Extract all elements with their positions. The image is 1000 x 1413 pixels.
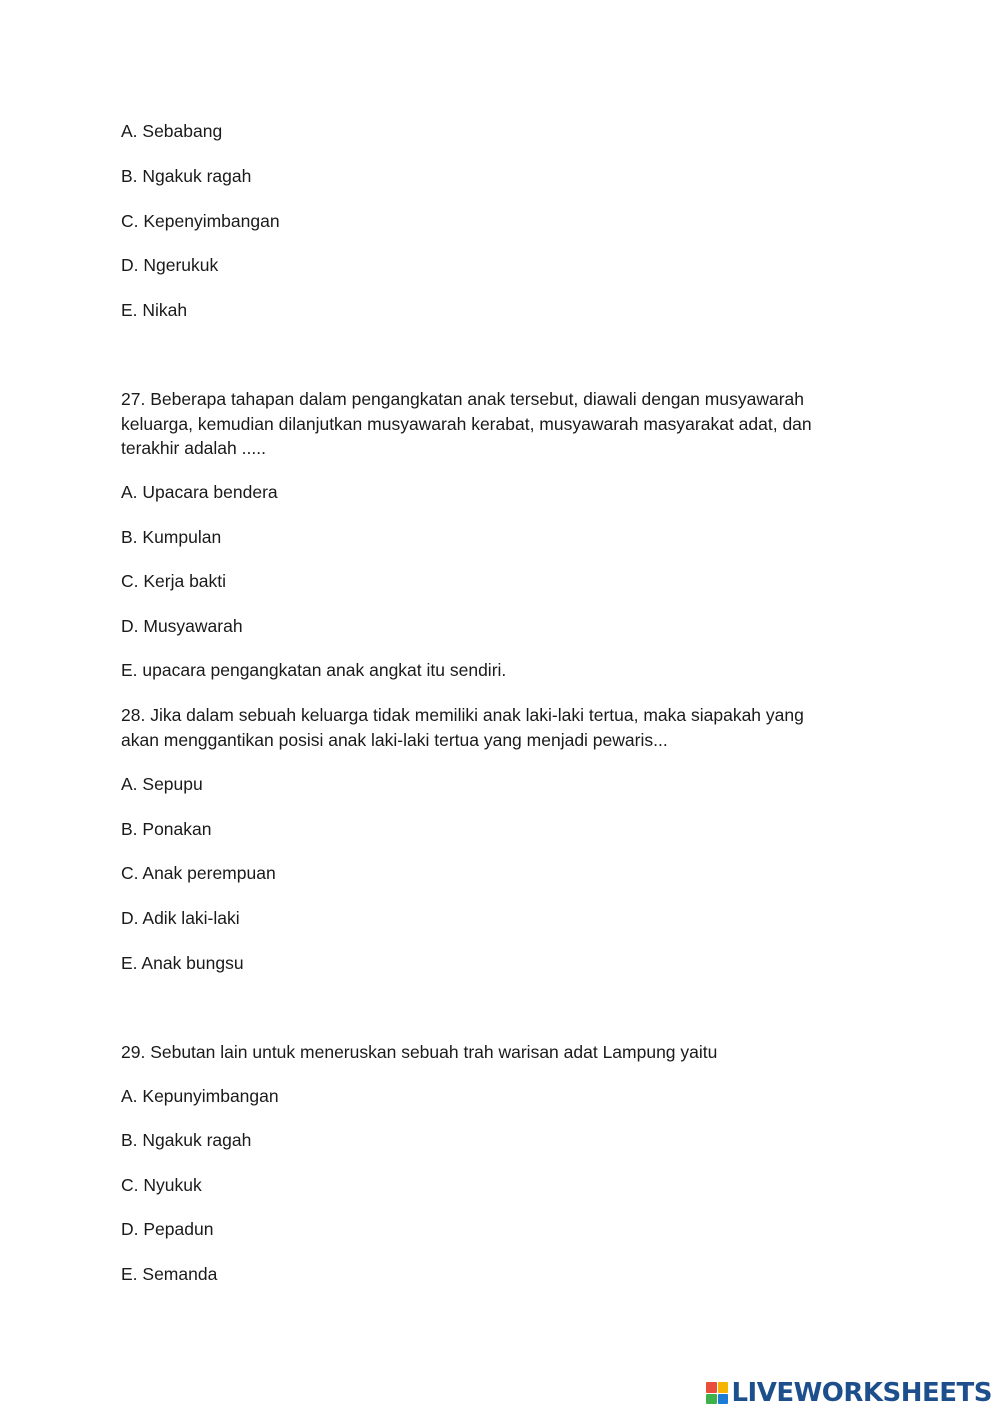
q29-question (121, 1040, 861, 1065)
q26-option-d[interactable]: D. Ngerukuk (121, 255, 219, 275)
q27-question (121, 387, 861, 461)
q27-line-1: 27. Beberapa tahapan dalam pengangkatan anak tersebut, diawali dengan musyawarah (121, 389, 804, 409)
q29-option-a[interactable]: A. Kepunyimbangan (121, 1086, 279, 1106)
q27-line-3: terakhir adalah ..... (121, 438, 266, 458)
logo-square-blue (718, 1394, 729, 1405)
q27-option-c[interactable]: C. Kerja bakti (121, 571, 227, 591)
q28-line-2: akan menggantikan posisi anak laki-laki tertua yang menjadi pewaris... (121, 729, 668, 750)
q29-option-c[interactable]: C. Nyukuk (121, 1175, 202, 1195)
q26-option-e[interactable]: E. Nikah (121, 300, 188, 320)
q28-option-d[interactable]: D. Adik laki-laki (121, 908, 240, 928)
liveworksheets-logo (706, 1379, 992, 1407)
q27-option-e[interactable]: E. upacara pengangkatan anak angkat itu sendiri. (121, 660, 507, 680)
q29-line-1: 29. Sebutan lain untuk meneruskan sebuah trah warisan adat Lampung yaitu (121, 1042, 718, 1062)
q28-option-c[interactable]: C. Anak perempuan (121, 863, 276, 883)
q26-option-a[interactable]: A. Sebabang (121, 121, 223, 141)
q27-line-2: keluarga, kemudian dilanjutkan musyawarah kerabat, musyawarah masyarakat adat, dan (121, 413, 812, 434)
logo-square-red (706, 1382, 717, 1393)
q29-option-e[interactable]: E. Semanda (121, 1264, 218, 1284)
q28-question (121, 703, 861, 752)
q29-option-b[interactable]: B. Ngakuk ragah (121, 1130, 252, 1150)
q29-option-d[interactable]: D. Pepadun (121, 1219, 214, 1239)
q28-option-a[interactable]: A. Sepupu (121, 774, 203, 794)
q27-option-a[interactable]: A. Upacara bendera (121, 482, 278, 502)
q28-option-e[interactable]: E. Anak bungsu (121, 953, 244, 973)
q26-option-c[interactable]: C. Kepenyimbangan (121, 211, 280, 231)
q26-option-b[interactable]: B. Ngakuk ragah (121, 166, 252, 186)
logo-square-green (706, 1394, 717, 1405)
liveworksheets-logo-text: LIVEWORKSHEETS (731, 1378, 992, 1408)
logo-square-yellow (718, 1382, 729, 1393)
q27-option-d[interactable]: D. Musyawarah (121, 616, 243, 636)
q28-line-1: 28. Jika dalam sebuah keluarga tidak memiliki anak laki-laki tertua, maka siapakah yang (121, 705, 804, 725)
q28-option-b[interactable]: B. Ponakan (121, 819, 212, 839)
liveworksheets-logo-icon (706, 1382, 728, 1404)
q27-option-b[interactable]: B. Kumpulan (121, 527, 222, 547)
